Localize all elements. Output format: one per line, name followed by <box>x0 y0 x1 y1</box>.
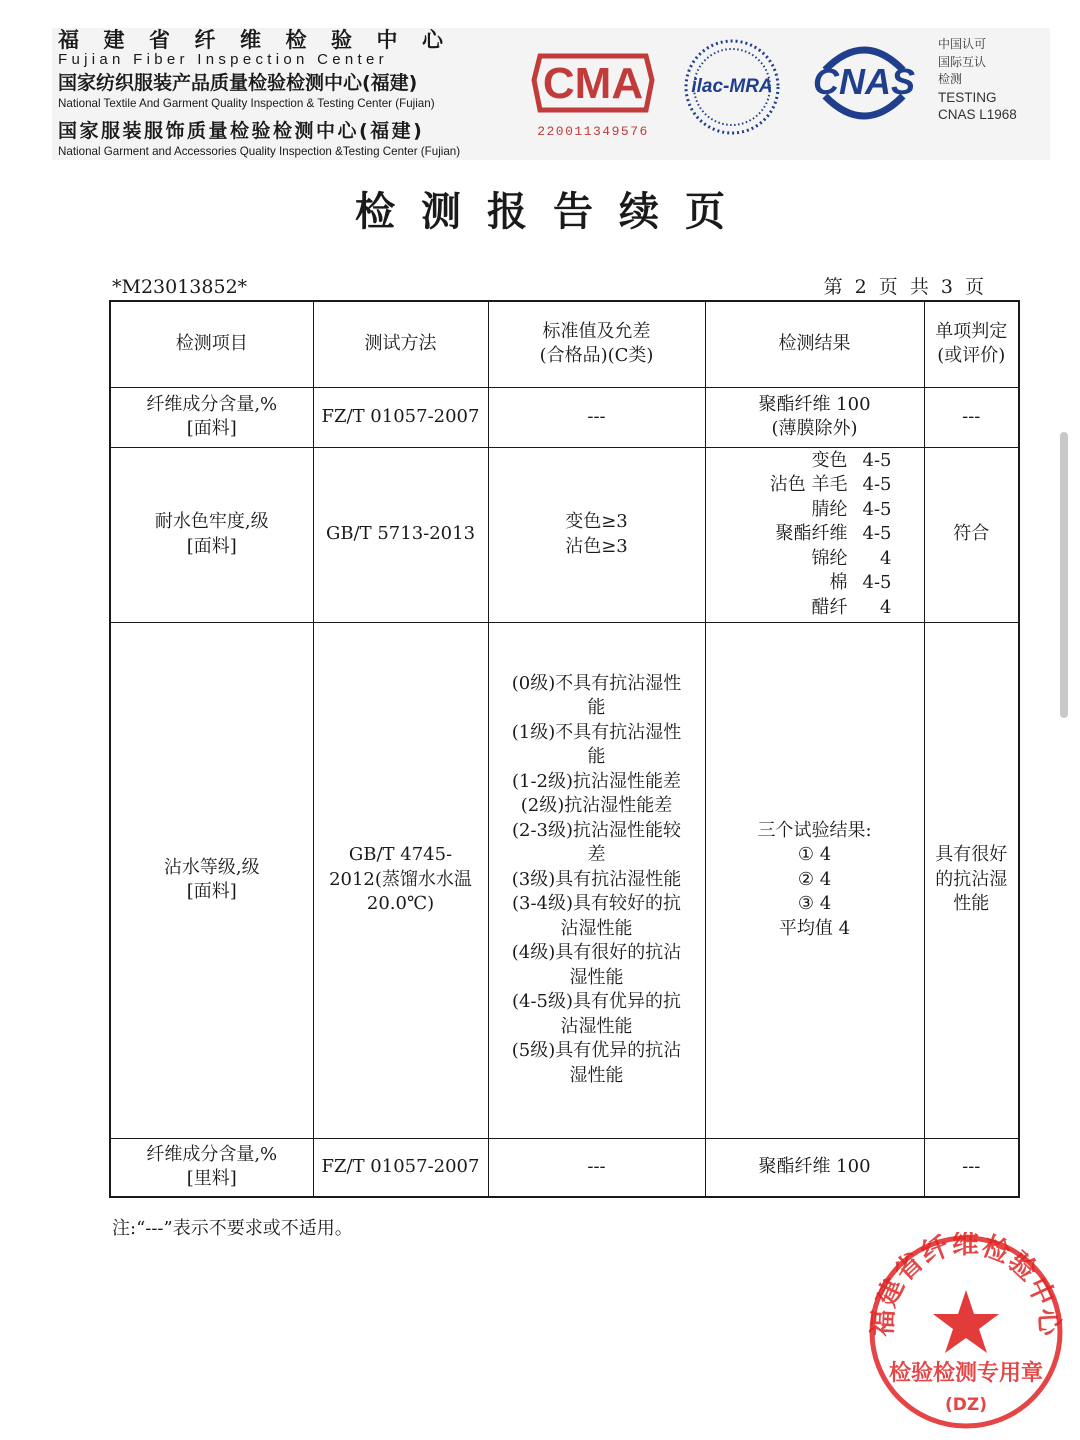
scale-line: 能 <box>587 746 606 768</box>
cma-logo <box>528 50 658 139</box>
grade-line <box>738 571 892 596</box>
table-row <box>110 1138 1019 1197</box>
cnas-accreditation-text <box>938 36 1017 124</box>
garment-center-name-cn: 国家服装服饰质量检验检测中心(福建) <box>58 120 425 142</box>
judgement-cell: 符合 <box>924 447 1019 622</box>
method-line: GB/T 4745- <box>348 844 453 866</box>
svg-text:ilac-MRA: ilac-MRA <box>691 76 773 97</box>
spray-rating-scale-cell <box>488 622 705 1138</box>
scale-line: (3级)具有抗沾湿性能 <box>511 868 682 890</box>
test-item-cell <box>110 387 313 447</box>
judgement-line: 的抗沾湿 <box>935 868 1008 890</box>
seal-middle-text: 检验检测专用章 <box>888 1361 1044 1386</box>
cnas-line: 中国认可 <box>938 37 987 51</box>
grade-line <box>738 522 892 547</box>
organization-name-cn: 福建省纤维检验中心 <box>58 28 468 52</box>
judgement-line: 性能 <box>953 893 990 915</box>
standard-cell: --- <box>488 1138 705 1197</box>
header-judgement-line: 单项判定 <box>935 320 1008 342</box>
svg-text:CMA: CMA <box>542 59 644 108</box>
standard-cell: --- <box>488 387 705 447</box>
official-seal <box>866 1232 1066 1436</box>
standard-cell <box>488 447 705 622</box>
result-cell: 聚酯纤维 100 <box>705 1138 924 1197</box>
scale-line: (3-4级)具有较好的抗 <box>511 893 682 915</box>
grade-value: 4 <box>880 547 892 569</box>
report-number: *M23013852* <box>112 276 248 298</box>
grade-line <box>738 498 892 523</box>
header-judgement <box>924 301 1019 387</box>
scale-line: (4-5级)具有优异的抗 <box>511 991 682 1013</box>
judgement-cell: --- <box>924 1138 1019 1197</box>
scale-line: 湿性能 <box>569 1064 624 1086</box>
star-icon <box>933 1290 999 1353</box>
result-line: ③ 4 <box>797 893 832 915</box>
test-item-name: 沾水等级,级 <box>163 856 260 878</box>
grade-line <box>738 596 892 621</box>
grade-line <box>738 449 892 474</box>
cnas-line: 检测 <box>938 72 963 86</box>
grade-label: 锦纶 <box>811 547 848 569</box>
grade-value: 4 <box>880 596 892 618</box>
result-line: 三个试验结果: <box>757 819 872 841</box>
ilac-mra-logo <box>680 35 784 143</box>
textile-center-name-cn: 国家纺织服装产品质量检验检测中心(福建) <box>58 72 418 94</box>
header-standard <box>488 301 705 387</box>
footnote: 注:“---”表示不要求或不适用。 <box>112 1218 353 1239</box>
scale-line: 能 <box>587 697 606 719</box>
grade-value: 4-5 <box>862 498 892 520</box>
grade-line <box>738 547 892 572</box>
standard-line: 变色≥3 <box>565 511 628 532</box>
grade-label: 醋纤 <box>811 596 848 618</box>
result-line: (薄膜除外) <box>771 418 858 439</box>
result-cell <box>705 387 924 447</box>
svg-text:CNAS: CNAS <box>812 61 916 102</box>
header-judgement-line: (或评价) <box>937 345 1006 367</box>
result-cell <box>705 622 924 1138</box>
organization-name-en: Fujian Fiber Inspection Center <box>58 51 388 68</box>
judgement-line: 具有很好 <box>935 844 1008 866</box>
result-cell <box>705 447 924 622</box>
judgement-cell <box>924 622 1019 1138</box>
standard-line: 沾色≥3 <box>565 535 628 557</box>
cnas-line: 国际互认 <box>938 54 987 69</box>
scale-line: 湿性能 <box>569 966 624 988</box>
test-item-name: 纤维成分含量,% <box>146 393 278 415</box>
header-test-method: 测试方法 <box>313 301 488 387</box>
organization-block <box>58 28 498 160</box>
header-test-item: 检测项目 <box>110 301 313 387</box>
result-line: 平均值 4 <box>778 917 851 939</box>
test-item-cell <box>110 622 313 1138</box>
scale-line: (5级)具有优异的抗沾 <box>511 1040 682 1062</box>
cma-mark-graphic <box>528 50 658 116</box>
test-item-part: [面料] <box>186 418 237 439</box>
grade-label: 棉 <box>829 572 848 594</box>
grade-label: 变色 <box>811 449 848 471</box>
page-indicator: 第 2 页 共 3 页 <box>823 276 984 298</box>
cnas-line: CNAS L1968 <box>938 107 1017 122</box>
grade-value: 4-5 <box>862 572 892 594</box>
test-results-table <box>109 300 1020 1198</box>
table-row <box>110 387 1019 447</box>
seal-graphic <box>866 1232 1066 1432</box>
scale-line: (2-3级)抗沾湿性能较 <box>511 819 682 841</box>
scale-line: (1级)不具有抗沾湿性 <box>511 721 682 743</box>
color-fastness-grades <box>738 449 892 621</box>
test-item-name: 纤维成分含量,% <box>146 1143 278 1165</box>
scale-line: (0级)不具有抗沾湿性 <box>511 672 682 694</box>
table-row <box>110 447 1019 622</box>
header-result: 检测结果 <box>705 301 924 387</box>
scale-line: (4级)具有很好的抗沾 <box>511 942 682 964</box>
test-item-part: [面料] <box>186 535 237 557</box>
result-line: 聚酯纤维 100 <box>758 393 871 415</box>
scale-line: 差 <box>587 844 606 866</box>
grade-label: 聚酯纤维 <box>775 523 848 545</box>
grade-line <box>738 473 892 498</box>
grade-value: 4-5 <box>862 523 892 545</box>
grade-label: 腈纶 <box>811 498 848 520</box>
test-method-cell: FZ/T 01057-2007 <box>313 1138 488 1197</box>
header-standard-line: 标准值及允差 <box>542 320 651 342</box>
test-method-cell: GB/T 5713-2013 <box>313 447 488 622</box>
seal-arc-text: 福建省纤维检验中心 <box>867 1232 1065 1338</box>
table-row <box>110 622 1019 1138</box>
grade-value: 4-5 <box>862 474 892 496</box>
test-item-cell <box>110 447 313 622</box>
cnas-line: TESTING <box>938 89 997 105</box>
judgement-cell: --- <box>924 387 1019 447</box>
cma-certificate-code: 220011349576 <box>537 124 649 139</box>
result-line: ① 4 <box>797 844 832 866</box>
vertical-scrollbar[interactable] <box>1060 432 1068 718</box>
cnas-graphic <box>805 40 923 124</box>
test-item-name: 耐水色牢度,级 <box>154 511 269 532</box>
report-title: 检测报告续页 <box>355 189 751 235</box>
cnas-logo <box>805 40 923 128</box>
seal-bottom-text: (DZ) <box>945 1395 987 1415</box>
scale-line: (1-2级)抗沾湿性能差 <box>511 770 682 792</box>
scale-line: 沾湿性能 <box>560 917 633 939</box>
scale-line: 沾湿性能 <box>560 1015 633 1037</box>
header-standard-line: (合格品)(C类) <box>539 345 654 367</box>
method-line: 2012(蒸馏水水温 <box>329 868 472 890</box>
test-item-part: [里料] <box>186 1168 237 1190</box>
test-method-cell: FZ/T 01057-2007 <box>313 387 488 447</box>
method-line: 20.0℃) <box>366 893 435 915</box>
test-method-cell <box>313 622 488 1138</box>
test-item-part: [面料] <box>186 881 237 902</box>
ilac-mra-graphic <box>680 35 784 139</box>
grade-value: 4-5 <box>862 449 892 471</box>
textile-center-name-en: National Textile And Garment Quality Inspection & Testing Center (Fujian) <box>58 97 435 110</box>
table-header-row <box>110 301 1019 387</box>
scale-line: (2级)抗沾湿性能差 <box>520 795 673 817</box>
test-item-cell <box>110 1138 313 1197</box>
garment-center-name-en: National Garment and Accessories Quality Inspection &Testing Center (Fujian) <box>58 145 461 158</box>
result-line: ② 4 <box>797 868 832 890</box>
grade-label: 沾色 羊毛 <box>769 474 848 496</box>
